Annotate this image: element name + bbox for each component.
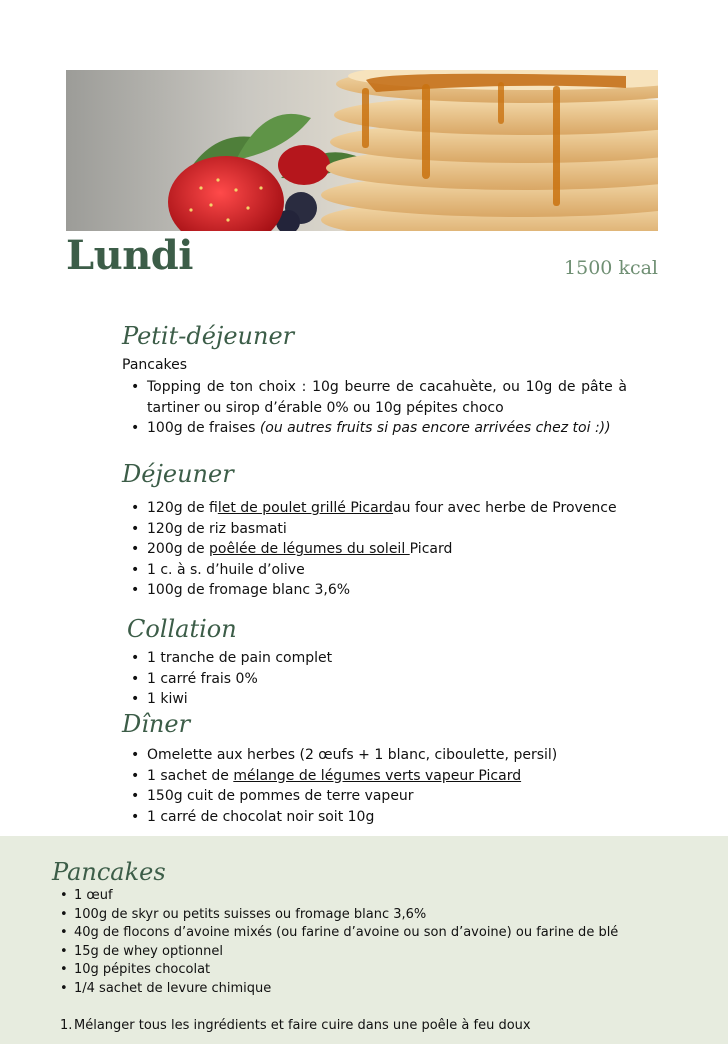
pancake-photo-illustration bbox=[66, 70, 658, 231]
list-item: • 120g de riz basmati bbox=[122, 519, 662, 540]
list-item: • 15g de whey optionnel bbox=[52, 943, 692, 962]
product-link[interactable]: mélange de légumes verts vapeur Picard bbox=[233, 767, 522, 784]
snack-title: Collation bbox=[127, 615, 237, 643]
day-title: Lundi bbox=[66, 232, 193, 279]
ingredient-list bbox=[52, 887, 692, 998]
recipe-title: Pancakes bbox=[52, 858, 166, 886]
breakfast-list bbox=[122, 377, 627, 439]
breakfast-title: Petit-déjeuner bbox=[122, 322, 295, 350]
list-item bbox=[122, 418, 627, 439]
list-item bbox=[122, 766, 662, 787]
list-item: • 1 kiwi bbox=[122, 689, 622, 710]
hero-pancakes-image bbox=[66, 70, 658, 231]
list-item: • 1 carré de chocolat noir soit 10g bbox=[122, 807, 662, 828]
snack-list bbox=[122, 648, 622, 710]
item-text: 1 sachet de bbox=[147, 767, 234, 784]
recipe-panel bbox=[0, 836, 728, 1044]
breakfast-subtitle: Pancakes bbox=[122, 357, 188, 373]
list-item: • 150g cuit de pommes de terre vapeur bbox=[122, 786, 662, 807]
item-text: au four avec herbe de Provence bbox=[393, 500, 617, 516]
list-item: • 10g pépites chocolat bbox=[52, 961, 692, 980]
list-item bbox=[122, 498, 662, 519]
product-link[interactable]: poêlée de légumes du soleil bbox=[209, 541, 410, 557]
dinner-list bbox=[122, 745, 662, 827]
list-item: • 1 œuf bbox=[52, 887, 692, 906]
item-text: 120g de f bbox=[147, 500, 218, 516]
list-item: • 100g de skyr ou petits suisses ou fromage blanc 3,6% bbox=[52, 906, 692, 925]
step-item: 1. Mélanger tous les ingrédients et faire cuire dans une poêle à feu doux bbox=[52, 1017, 692, 1036]
lunch-title: Déjeuner bbox=[122, 460, 234, 488]
item-text: 200g de bbox=[147, 541, 210, 557]
list-item: • Omelette aux herbes (2 œufs + 1 blanc, ciboulette, persil) bbox=[122, 745, 662, 766]
list-item: • 40g de flocons d’avoine mixés (ou farine d’avoine ou son d’avoine) ou farine de blé bbox=[52, 924, 692, 943]
list-item: • 100g de fromage blanc 3,6% bbox=[122, 580, 662, 601]
list-item: • 1 tranche de pain complet bbox=[122, 648, 622, 669]
product-link[interactable]: ilet de poulet grillé Picard bbox=[217, 500, 394, 516]
list-item: • 1/4 sachet de levure chimique bbox=[52, 980, 692, 999]
list-item: • Topping de ton choix : 10g beurre de cacahuète, ou 10g de pâte à tartiner ou sirop d’érable 0% ou 10g pépites choco bbox=[122, 377, 627, 418]
list-item: • 1 c. à s. d’huile d’olive bbox=[122, 560, 662, 581]
lunch-list bbox=[122, 498, 662, 601]
item-text: 100g de fraises bbox=[147, 420, 260, 436]
list-item: • 1 carré frais 0% bbox=[122, 669, 622, 690]
calorie-total: 1500 kcal bbox=[564, 257, 658, 279]
dinner-title: Dîner bbox=[122, 710, 191, 738]
item-text: Picard bbox=[409, 541, 453, 557]
step-list bbox=[52, 1017, 692, 1036]
item-note: (ou autres fruits si pas encore arrivées chez toi :)) bbox=[259, 420, 611, 436]
list-item bbox=[122, 539, 662, 560]
